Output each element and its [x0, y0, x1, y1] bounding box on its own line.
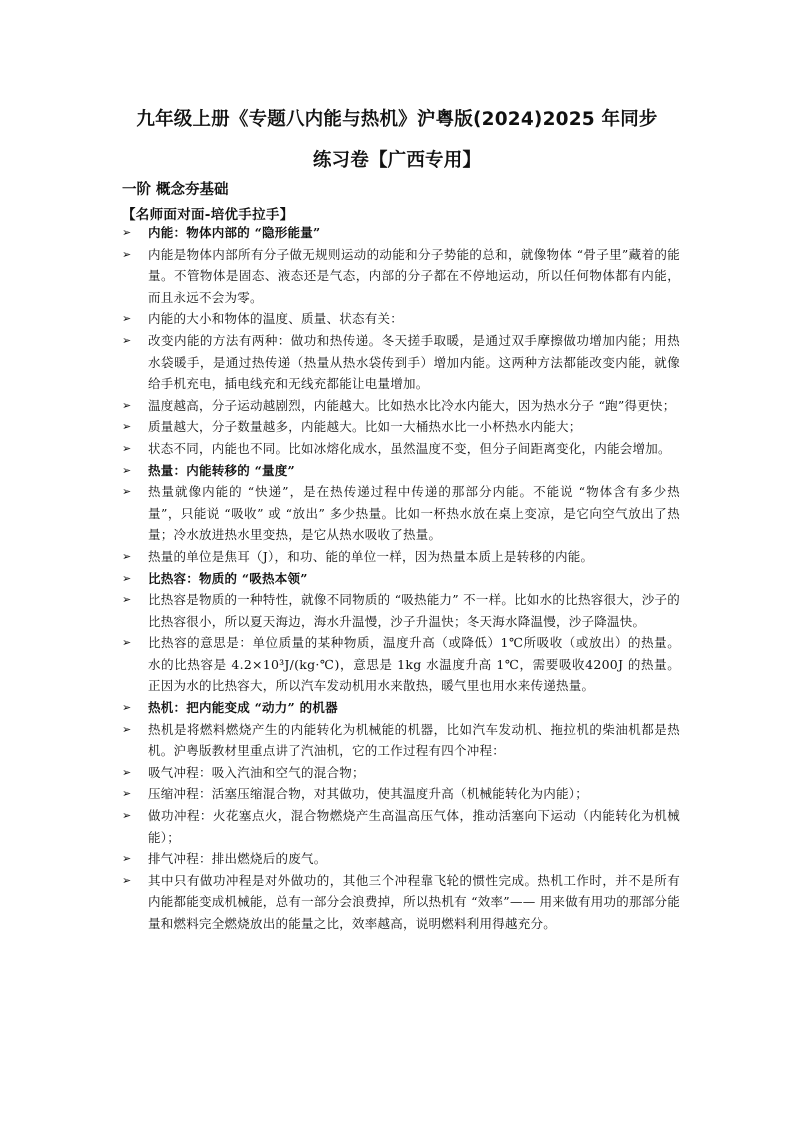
list-item-text: 排气冲程：排出燃烧后的废气。	[148, 851, 327, 867]
list-item	[120, 589, 680, 632]
bullet-list	[120, 222, 680, 935]
list-item-text: 比热容：物质的 “吸热本领”	[148, 570, 308, 586]
list-item	[120, 481, 680, 546]
list-item	[120, 460, 680, 482]
list-item	[120, 244, 680, 309]
list-item-text: 质量越大，分子数量越多，内能越大。比如一大桶热水比一小杯热水内能大；	[148, 419, 582, 435]
list-item	[120, 805, 680, 848]
list-item	[120, 719, 680, 762]
document-title-line-2: 练习卷【广西专用】	[312, 150, 482, 171]
bullet-arrow-icon: ➢	[122, 571, 132, 585]
list-item-text: 热量：内能转移的 “量度”	[148, 462, 295, 478]
bullet-arrow-icon: ➢	[122, 485, 132, 499]
list-item-text: 状态不同，内能也不同。比如冰熔化成水，虽然温度不变，但分子间距离变化，内能会增加。	[148, 440, 671, 456]
list-item	[120, 697, 680, 719]
list-item-text: 内能是物体内部所有分子做无规则运动的动能和分子势能的总和，就像物体 “骨子里”藏着的能量。不管物体是固态、液态还是气态，内部的分子都在不停地运动，所以任何物体都有内能，而且永远不会为零。	[148, 246, 680, 305]
list-item	[120, 632, 680, 697]
bullet-arrow-icon: ➢	[122, 420, 132, 434]
list-item-text: 内能：物体内部的 “隐形能量”	[148, 225, 321, 240]
bullet-arrow-icon: ➢	[122, 593, 132, 607]
list-item	[120, 568, 680, 590]
bullet-arrow-icon: ➢	[122, 463, 132, 477]
subheading: 【名师面对面-培优手拉手】	[122, 207, 294, 223]
list-item-text: 比热容是物质的一种特性，就像不同物质的 “吸热能力” 不一样。比如水的比热容很大，沙子的比热容很小，所以夏天海边，海水升温慢，沙子升温快；冬天海水降温慢，沙子降温快。	[148, 592, 680, 629]
list-item-text: 温度越高，分子运动越剧烈，内能越大。比如热水比冷水内能大，因为热水分子 “跑”得更快；	[148, 397, 676, 413]
list-item-text: 改变内能的方法有两种：做功和热传递。冬天搓手取暖，是通过双手摩擦做功增加内能；用热水袋暖手，是通过热传递（热量从热水袋传到手）增加内能。这两种方法都能改变内能，就像给手机充电，插电线充和无线充都能让电量增加。	[148, 332, 680, 392]
bullet-arrow-icon: ➢	[122, 852, 132, 866]
bullet-arrow-icon: ➢	[122, 765, 132, 779]
bullet-arrow-icon: ➢	[122, 722, 132, 736]
list-item	[120, 222, 680, 244]
document-title-line-1: 九年级上册《专题八内能与热机》沪粤版(2024)2025 年同步	[136, 109, 658, 130]
list-item-text: 热机是将燃料燃烧产生的内能转化为机械能的机器，比如汽车发动机、拖拉机的柴油机都是热机。沪粤版教材里重点讲了汽油机，它的工作过程有四个冲程：	[148, 721, 680, 759]
bullet-arrow-icon: ➢	[122, 312, 132, 326]
bullet-arrow-icon: ➢	[122, 333, 132, 347]
list-item	[120, 330, 680, 395]
list-item-text: 其中只有做功冲程是对外做功的，其他三个冲程靠飞轮的惯性完成。热机工作时，并不是所有内能都能变成机械能，总有一部分会浪费掉，所以热机有 “效率”—— 用来做有用功的那部分能量和燃料完全燃烧放出的能量之比，效率越高，说明燃料利用得越充分。	[148, 872, 680, 931]
list-item-text: 内能的大小和物体的温度、质量、状态有关：	[148, 311, 404, 327]
bullet-arrow-icon: ➢	[122, 226, 132, 239]
bullet-arrow-icon: ➢	[122, 701, 132, 715]
section-heading: 一阶 概念夯基础	[122, 182, 229, 198]
bullet-arrow-icon: ➢	[122, 873, 132, 887]
list-item-text: 热机：把内能变成 “动力” 的机器	[148, 700, 338, 716]
list-item	[120, 848, 680, 870]
list-item	[120, 870, 680, 935]
list-item	[120, 438, 680, 460]
list-item	[120, 546, 680, 568]
list-item-text: 吸气冲程：吸入汽油和空气的混合物；	[148, 764, 365, 780]
bullet-arrow-icon: ➢	[122, 441, 132, 455]
list-item-text: 比热容的意思是：单位质量的某种物质，温度升高（或降低）1℃所吸收（或放出）的热量。水的比热容是 4.2×10³J/(kg·℃)，意思是 1kg 水温度升高 1℃，需要吸收4200J 的热量。正因为水的比热容大，所以汽车发动机用水来散热，暖气里也用水来传递热量。	[148, 635, 680, 694]
list-item-text: 做功冲程：火花塞点火，混合物燃烧产生高温高压气体，推动活塞向下运动（内能转化为机械能）；	[148, 808, 680, 845]
bullet-arrow-icon: ➢	[122, 636, 132, 650]
list-item-text: 热量就像内能的 “快递”，是在热传递过程中传递的那部分内能。不能说 “物体含有多少热量”，只能说 “吸收” 或 “放出” 多少热量。比如一杯热水放在桌上变凉，是它向空气放出了热量；冷水放进热水里变热，是它从热水吸收了热量。	[148, 484, 680, 543]
bullet-arrow-icon: ➢	[122, 809, 132, 823]
bullet-arrow-icon: ➢	[122, 787, 132, 801]
bullet-arrow-icon: ➢	[122, 247, 132, 261]
list-item	[120, 308, 680, 330]
list-item	[120, 762, 680, 784]
list-item	[120, 783, 680, 805]
list-item-text: 热量的单位是焦耳（J），和功、能的单位一样，因为热量本质上是转移的内能。	[148, 548, 594, 564]
list-item-text: 压缩冲程：活塞压缩混合物，对其做功，使其温度升高（机械能转化为内能）；	[148, 786, 589, 802]
list-item	[120, 416, 680, 438]
bullet-arrow-icon: ➢	[122, 549, 132, 563]
list-item	[120, 395, 680, 417]
bullet-arrow-icon: ➢	[122, 398, 132, 412]
